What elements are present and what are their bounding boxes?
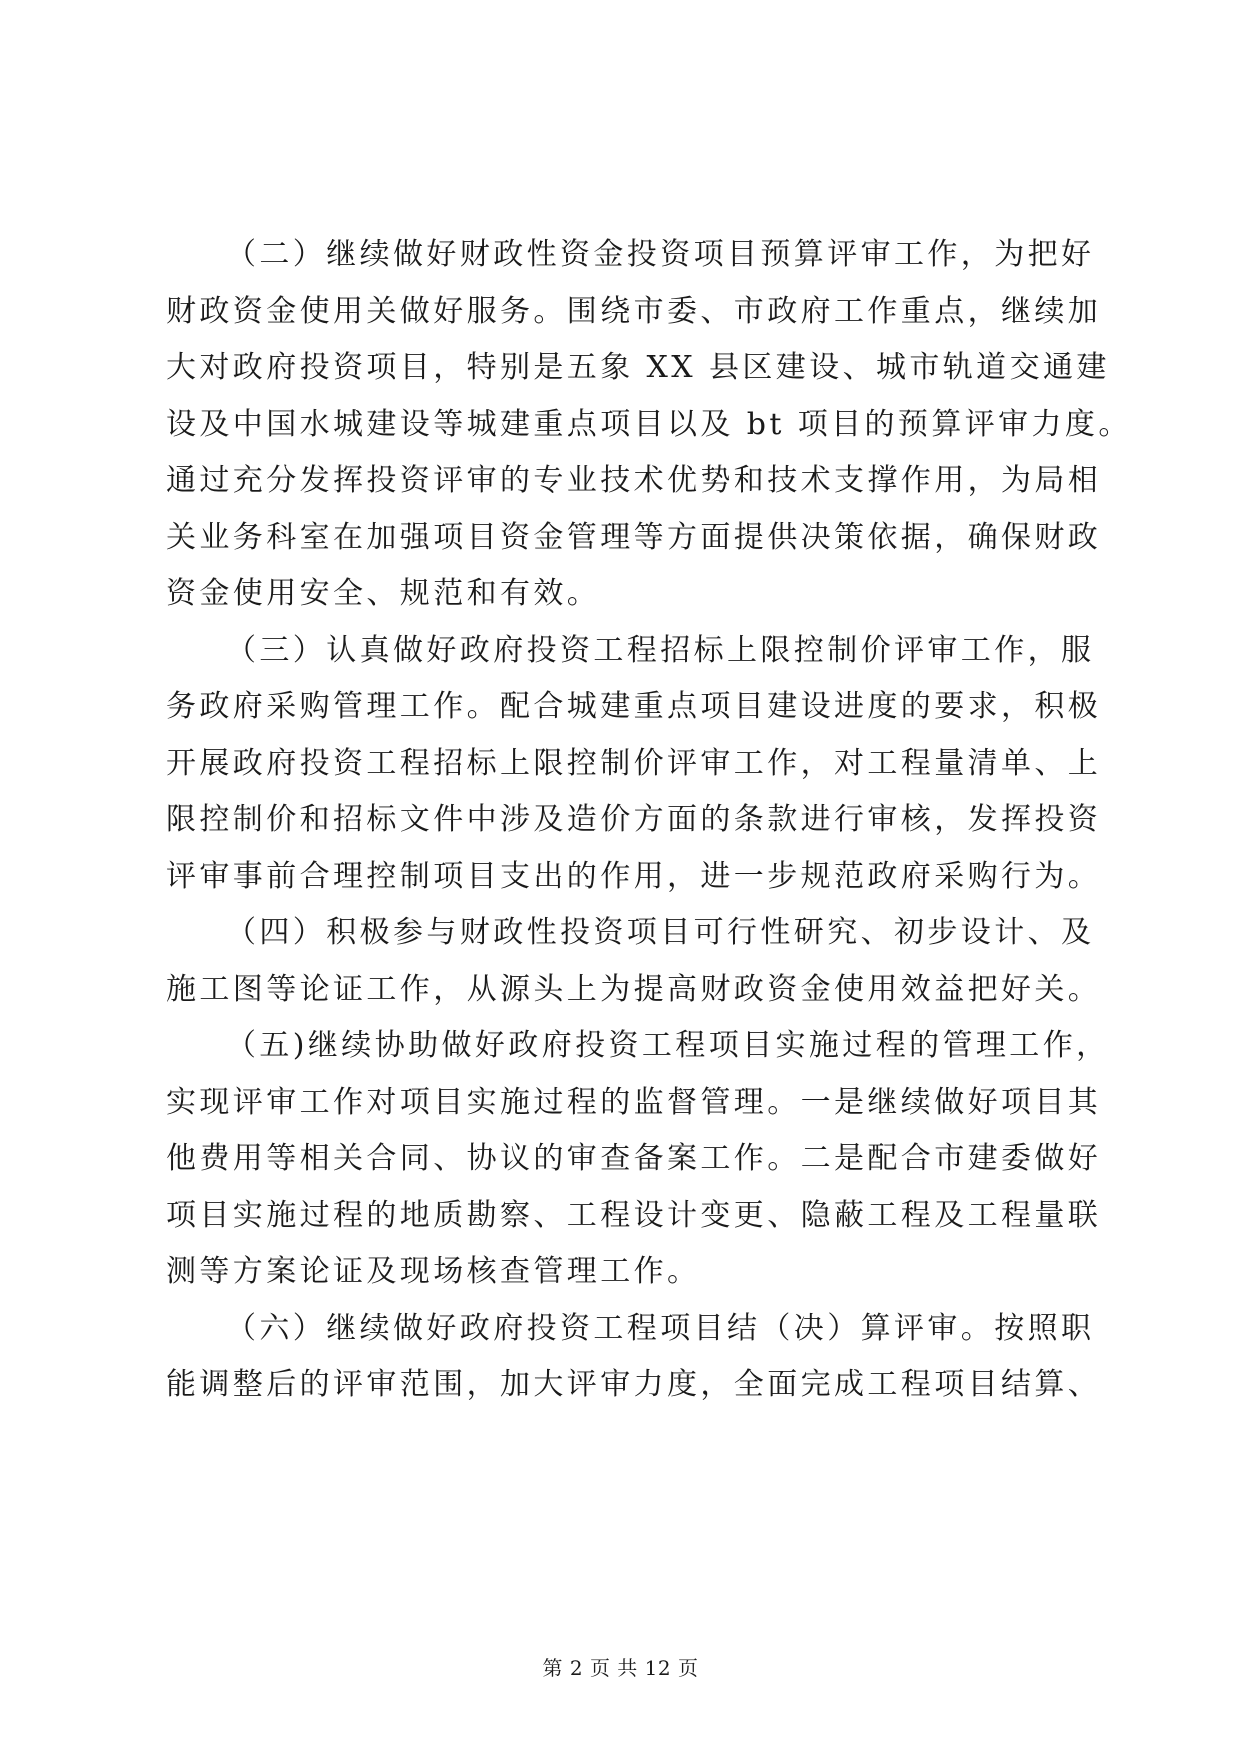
document-body xyxy=(166,227,1132,1414)
text-line: （二）继续做好财政性资金投资项目预算评审工作，为把好 xyxy=(226,237,1095,272)
paragraph-4 xyxy=(166,905,1102,1018)
page-number-footer: 第 2 页 共 12 页 xyxy=(542,1656,699,1680)
text-line: 实现评审工作对项目实施过程的监督管理。一是继续做好项目其 xyxy=(166,1084,1102,1120)
paragraph-3 xyxy=(166,623,1102,906)
text-line: （三）认真做好政府投资工程招标上限控制价评审工作，服 xyxy=(226,632,1095,668)
text-line: 资金使用安全、规范和有效。 xyxy=(166,576,601,611)
text-line: 限控制价和招标文件中涉及造价方面的条款进行审核，发挥投资 xyxy=(166,802,1102,837)
text-line: 通过充分发挥投资评审的专业技术优势和技术支撑作用，为局相 xyxy=(166,463,1102,498)
text-line: 设及中国水城建设等城建重点项目以及 bt 项目的预算评审力度。 xyxy=(166,406,1132,442)
text-line: 施工图等论证工作，从源头上为提高财政资金使用效益把好关。 xyxy=(166,971,1102,1007)
text-line: 评审事前合理控制项目支出的作用，进一步规范政府采购行为。 xyxy=(166,858,1102,894)
text-line: 关业务科室在加强项目资金管理等方面提供决策依据，确保财政 xyxy=(166,519,1102,555)
text-line: 项目实施过程的地质勘察、工程设计变更、隐蔽工程及工程量联 xyxy=(166,1197,1102,1233)
text-line: 务政府采购管理工作。配合城建重点项目建设进度的要求，积极 xyxy=(166,689,1102,724)
text-line: 大对政府投资项目，特别是五象 XX 县区建设、城市轨道交通建 xyxy=(166,350,1110,385)
text-line: 财政资金使用关做好服务。围绕市委、市政府工作重点，继续加 xyxy=(166,293,1102,329)
text-line: 他费用等相关合同、协议的审查备案工作。二是配合市建委做好 xyxy=(166,1141,1102,1176)
text-line: 开展政府投资工程招标上限控制价评审工作，对工程量清单、上 xyxy=(166,745,1102,781)
text-line: （五)继续协助做好政府投资工程项目实施过程的管理工作， xyxy=(226,1028,1110,1063)
text-line: （四）积极参与财政性投资项目可行性研究、初步设计、及 xyxy=(226,915,1095,950)
text-line: 测等方案论证及现场核查管理工作。 xyxy=(166,1254,701,1289)
text-line: 能调整后的评审范围，加大评审力度，全面完成工程项目结算、 xyxy=(166,1367,1102,1402)
paragraph-5 xyxy=(166,1018,1110,1301)
text-line: （六）继续做好政府投资工程项目结（决）算评审。按照职 xyxy=(226,1310,1095,1346)
paragraph-6 xyxy=(166,1301,1102,1414)
paragraph-2 xyxy=(166,227,1132,623)
